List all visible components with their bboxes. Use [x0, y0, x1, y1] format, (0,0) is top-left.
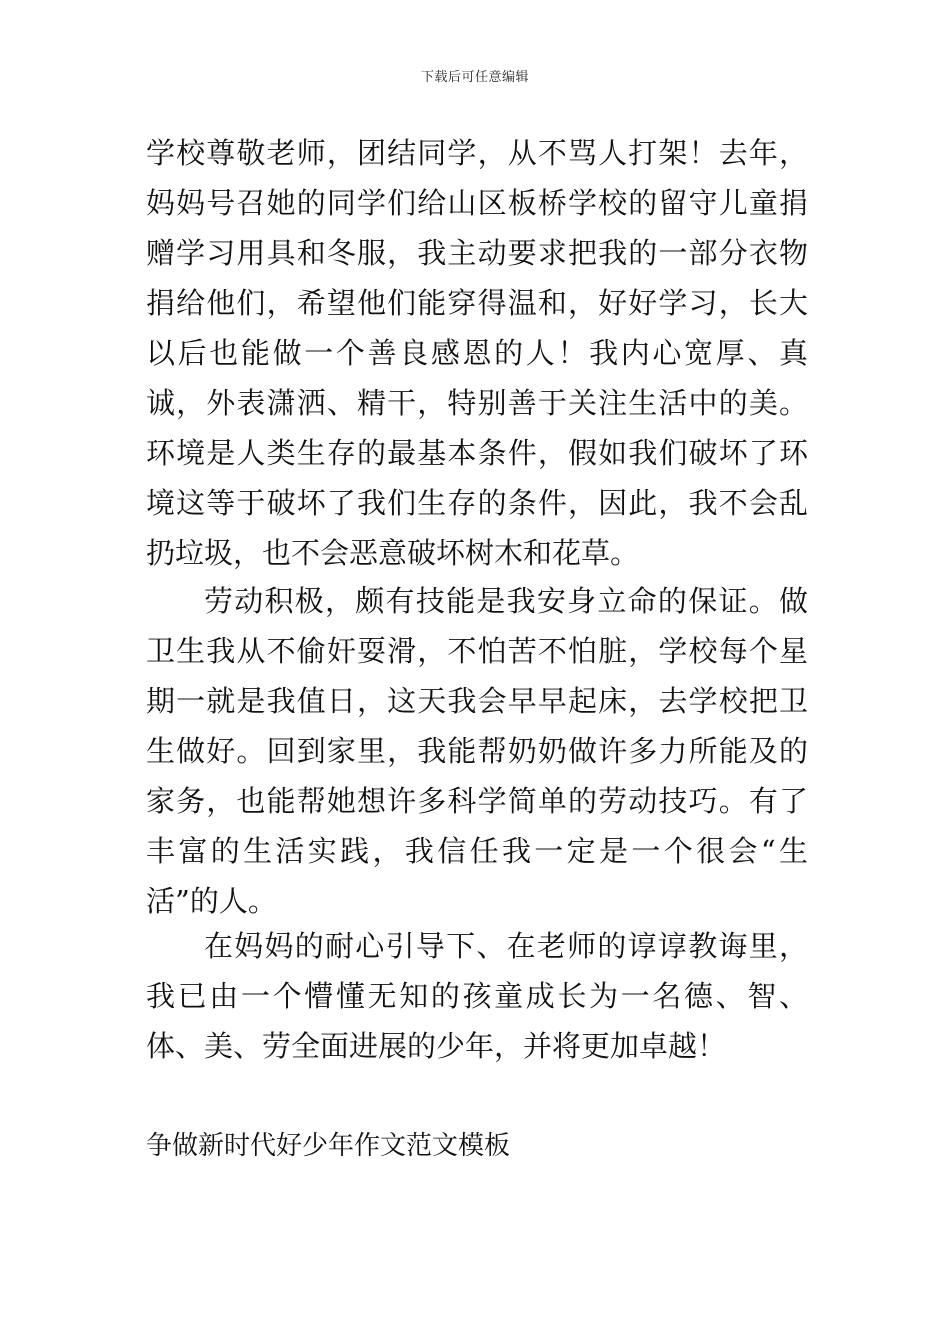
paragraph-1: 学校尊敬老师，团结同学，从不骂人打架！去年，妈妈号召她的同学们给山区板桥学校的留守儿童捐赠学习用具和冬服，我主动要求把我的一部分衣物捐给他们，希望他们能穿得温和，好好学习，长大以后也能做一个善良感恩的人！我内心宽厚、真诚，外表潇洒、精干，特别善于关注生活中的美。环境是人类生存的最基本条件，假如我们破坏了环境这等于破坏了我们生存的条件，因此，我不会乱扔垃圾，也不会恶意破坏树木和花草。 — [146, 136, 808, 570]
header-note: 下载后可任意编辑 — [420, 70, 529, 85]
paragraph-2: 劳动积极，颇有技能是我安身立命的保证。做卫生我从不偷奸耍滑，不怕苦不怕脏，学校每个星期一就是我值日，这天我会早早起床，去学校把卫生做好。回到家里，我能帮奶奶做许多力所能及的家务，也能帮她想许多科学简单的劳动技巧。有了丰富的生活实践，我信任我一定是一个很会“生活”的人。 — [146, 584, 808, 918]
paragraph-3: 在妈妈的耐心引导下、在老师的谆谆教诲里，我已由一个懵懂无知的孩童成长为一名德、智、体、美、劳全面进展的少年，并将更加卓越！ — [146, 929, 808, 1063]
next-article-title: 争做新时代好少年作文范文模板 — [146, 1131, 511, 1161]
